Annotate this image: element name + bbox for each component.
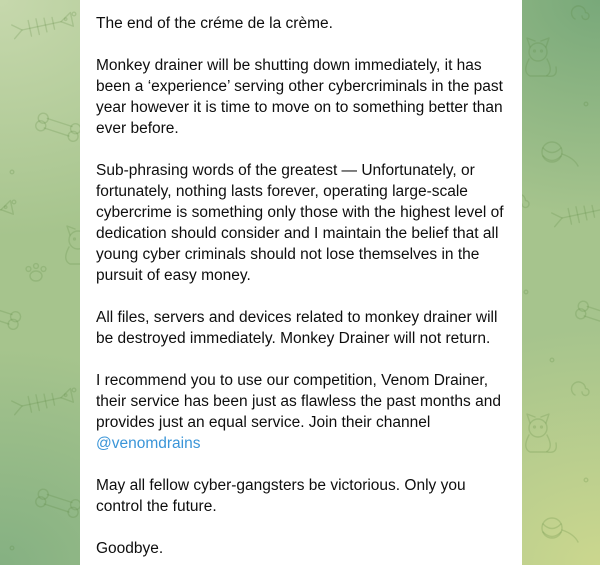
- message-paragraph: Sub-phrasing words of the greatest — Unfortunately, or fortunately, nothing lasts forever, operating large-scale cybercrime is something only those with the highest level of dedication should consider and I maintain the belief that all young cyber criminals should not lose themselves in the pursuit of easy money.: [96, 162, 504, 284]
- message-paragraph: Monkey drainer will be shutting down immediately, it has been a ‘experience’ serving other cybercriminals in the past year however it is time to move on to something better than ever before.: [96, 57, 503, 137]
- message-paragraph: Goodbye.: [96, 540, 164, 557]
- message-paragraph: [96, 370, 510, 454]
- message-paragraph: May all fellow cyber-gangsters be victorious. Only you control the future.: [96, 477, 466, 515]
- message-paragraph-text: I recommend you to use our competition, Venom Drainer, their service has been just as flawless the past months and provides just an equal service. Join their channel: [96, 372, 501, 431]
- venomdrains-mention-link[interactable]: @venomdrains: [96, 435, 201, 452]
- message-bubble: [80, 0, 522, 565]
- message-paragraph: All files, servers and devices related to monkey drainer will be destroyed immediately. Monkey Drainer will not return.: [96, 309, 498, 347]
- message-paragraph: The end of the créme de la crème.: [96, 15, 333, 32]
